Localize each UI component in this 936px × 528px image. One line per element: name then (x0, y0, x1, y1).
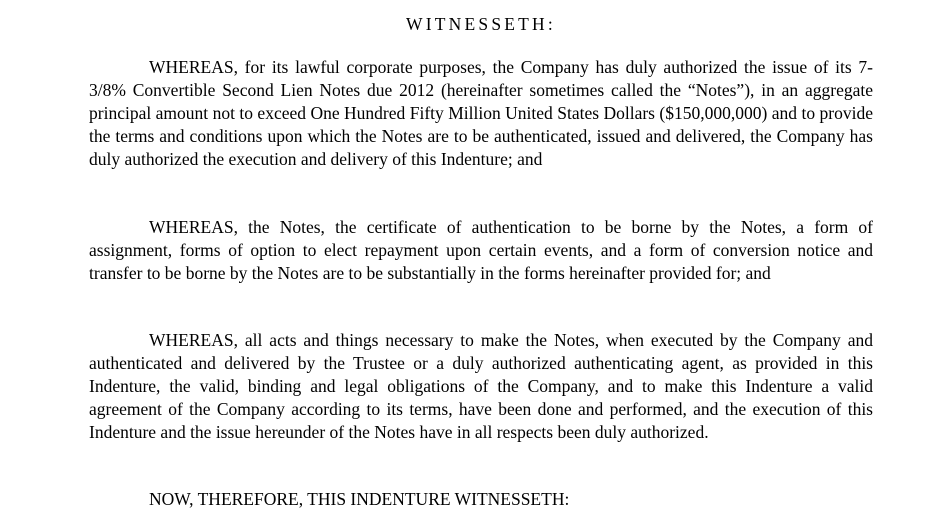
section-heading: WITNESSETH: (406, 14, 556, 34)
closing-statement: NOW, THEREFORE, THIS INDENTURE WITNESSETH: (149, 489, 570, 509)
recital-paragraph-3: WHEREAS, all acts and things necessary to make the Notes, when executed by the Company and authenticated and delivered by the Trustee or a duly authorized authenticating agent, as provided in this Indenture, the valid, binding and legal obligations of the Company, and to make this Indenture a valid agreement of the Company according to its terms, have been done and performed, and the execution of this Indenture and the issue hereunder of the Notes have in all respects been duly authorized. (89, 330, 873, 443)
recital-paragraph-1: WHEREAS, for its lawful corporate purposes, the Company has duly authorized the issue of its 7-3/8% Convertible Second Lien Notes due 2012 (hereinafter sometimes called the “Notes”), in an aggregate principal amount not to exceed One Hundred Fifty Million United States Dollars ($150,000,000) and to provide the terms and conditions upon which the Notes are to be authenticated, issued and delivered, the Company has duly authorized the execution and delivery of this Indenture; and (89, 57, 873, 170)
recital-paragraph-2: WHEREAS, the Notes, the certificate of authentication to be borne by the Notes, a form of assignment, forms of option to elect repayment upon certain events, and a form of conversion notice and transfer to be borne by the Notes are to be substantially in the forms hereinafter provided for; and (89, 217, 873, 284)
